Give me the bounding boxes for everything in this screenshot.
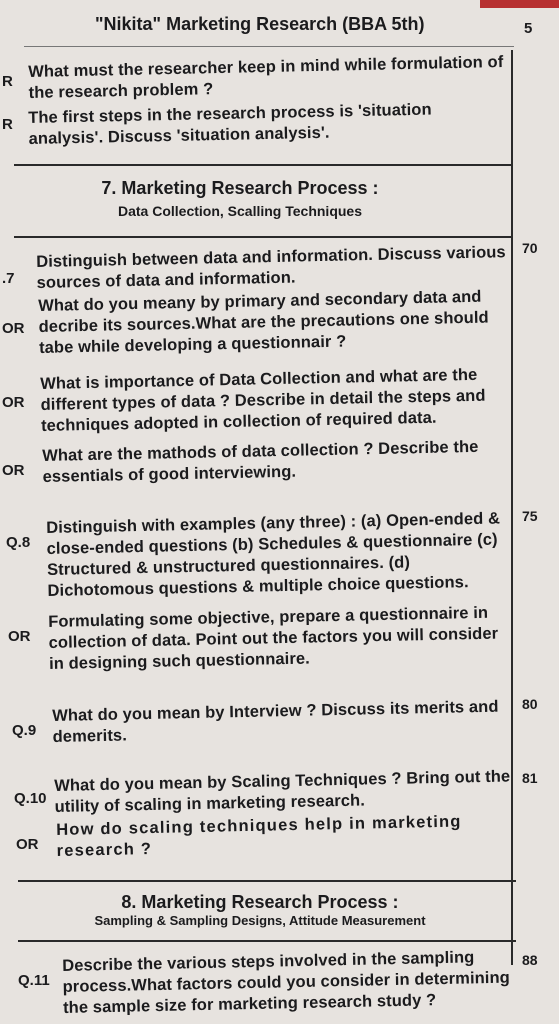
question-text: Formulating some objective, prepare a questionnaire in collection of data. Point out the factors you will consider in designing such questionnaire. bbox=[48, 603, 499, 673]
marks: 75 bbox=[522, 508, 538, 524]
question-number: Q.10 bbox=[14, 790, 47, 807]
section-subtitle: Sampling & Sampling Designs, Attitude Measurement bbox=[94, 913, 426, 928]
question-text: What do you mean by Interview ? Discuss its merits and demerits. bbox=[52, 697, 499, 746]
question-text: The first steps in the research process is 'situation analysis'. Discuss 'situation analysis'. bbox=[28, 100, 432, 148]
section-rule bbox=[18, 880, 516, 882]
question-number: .7 bbox=[2, 270, 15, 287]
question-number: Q.11 bbox=[18, 972, 50, 989]
question-text: Describe the various steps involved in the sampling process.What factors could you consider in determining the sample size for marketing research study ? bbox=[62, 948, 511, 1017]
marks: 81 bbox=[522, 770, 538, 786]
section-subtitle: Data Collection, Scalling Techniques bbox=[117, 203, 362, 219]
marks: 70 bbox=[522, 240, 538, 256]
page-number: 5 bbox=[524, 20, 533, 37]
section-title: 8. Marketing Research Process : bbox=[121, 892, 399, 912]
question-text: Distinguish between data and information. Discuss various sources of data and information. bbox=[36, 243, 506, 292]
question-text: What are the mathods of data collection ? Describe the essentials of good interviewing. bbox=[42, 437, 479, 486]
section-rule bbox=[14, 236, 512, 238]
header-rule bbox=[24, 46, 514, 47]
or-tag: OR bbox=[16, 836, 39, 853]
question-text: How do scaling techniques help in marketing research ? bbox=[56, 812, 462, 860]
section-rule bbox=[18, 940, 516, 942]
question-text: What is importance of Data Collection and what are the different types of data ? Describe in detail the steps and techniques adopted in collection of required data. bbox=[40, 365, 486, 435]
or-tag: R bbox=[2, 73, 13, 90]
marks: 88 bbox=[522, 952, 538, 968]
or-tag: OR bbox=[2, 394, 25, 411]
or-tag: OR bbox=[2, 320, 25, 337]
question-text: What must the researcher keep in mind while formulation of the research problem ? bbox=[28, 53, 504, 102]
marks: 80 bbox=[522, 696, 538, 712]
or-tag: OR bbox=[8, 628, 31, 645]
or-tag: R bbox=[2, 116, 13, 133]
section-rule bbox=[14, 164, 512, 166]
question-text: What do you mean by Scaling Techniques ? Bring out the utility of scaling in marketing research. bbox=[54, 767, 511, 816]
question-number: Q.8 bbox=[6, 534, 31, 551]
section-title: 7. Marketing Research Process : bbox=[101, 178, 379, 198]
question-number: Q.9 bbox=[12, 722, 37, 739]
or-tag: OR bbox=[2, 462, 25, 479]
running-header-title: "Nikita" Marketing Research (BBA 5th) bbox=[95, 14, 425, 34]
question-text: Distinguish with examples (any three) : (a) Open-ended & close-ended questions (b) Schedules & questionnaire (c) Structured & unstructured questionnaires. (d) Dichotomous questions & multiple choice questions. bbox=[46, 509, 501, 600]
question-text: What do you meany by primary and secondary data and decribe its sources.What are the precautions one should tabe while developing a questionnair ? bbox=[38, 287, 489, 357]
corner-tab bbox=[480, 0, 559, 8]
